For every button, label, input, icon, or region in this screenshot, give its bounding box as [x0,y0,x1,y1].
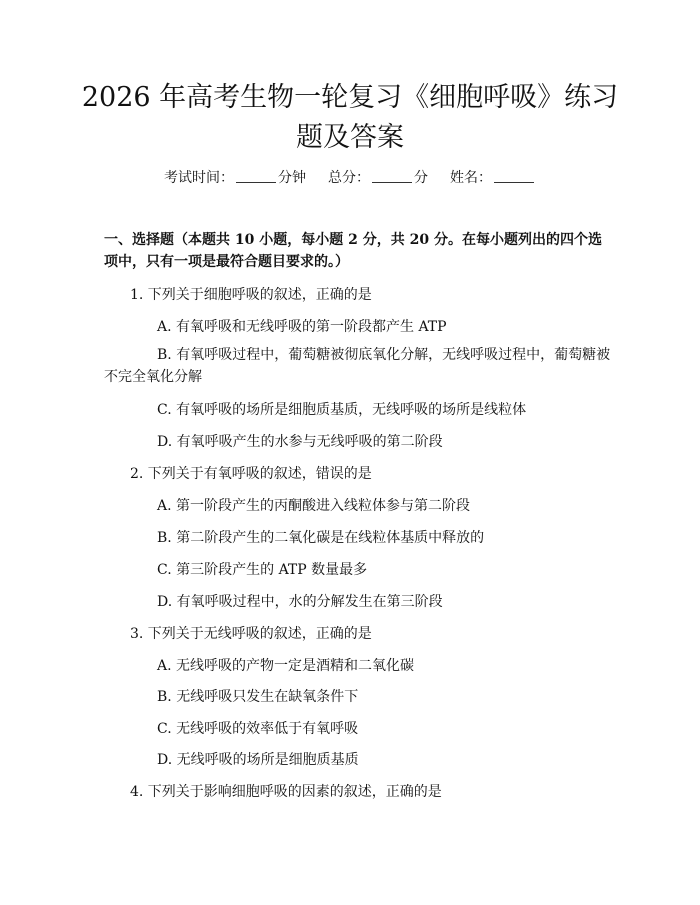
question-1-option-c: C. 有氧呼吸的场所是细胞质基质，无线呼吸的场所是线粒体 [157,402,527,418]
question-3-option-a: A. 无线呼吸的产物一定是酒精和二氧化碳 [157,658,415,674]
question-3-option-b: B. 无线呼吸只发生在缺氧条件下 [157,689,359,705]
question-1-option-d: D. 有氧呼吸产生的水参与无线呼吸的第二阶段 [157,434,443,450]
question-2-option-d: D. 有氧呼吸过程中，水的分解发生在第三阶段 [157,594,443,610]
question-3-option-d: D. 无线呼吸的场所是细胞质基质 [157,752,359,768]
exam-meta [0,167,700,187]
name-label: 姓名： [450,170,492,186]
question-3-stem: 3. 下列关于无线呼吸的叙述，正确的是 [130,626,372,642]
score-label: 总分： [328,170,370,186]
question-1-option-a: A. 有氧呼吸和无线呼吸的第一阶段都产生 ATP [157,319,447,335]
time-unit: 分钟 [278,170,306,186]
question-2-option-a: A. 第一阶段产生的丙酮酸进入线粒体参与第二阶段 [157,498,471,514]
question-1-option-b: B. 有氧呼吸过程中，葡萄糖被彻底氧化分解，无线呼吸过程中，葡萄糖被不完全氧化分解 [104,347,611,385]
question-3-option-c: C. 无线呼吸的效率低于有氧呼吸 [157,721,359,737]
section-heading: 一、选择题（本题共 10 小题，每小题 2 分，共 20 分。在每小题列出的四个选项中，只有一项是最符合题目要求的。） [104,232,602,270]
score-unit: 分 [414,170,428,186]
time-blank [236,170,276,183]
title-line-1: 2026 年高考生物一轮复习《细胞呼吸》练习 [81,82,619,113]
question-2-option-c: C. 第三阶段产生的 ATP 数量最多 [157,562,368,578]
question-2-option-b: B. 第二阶段产生的二氧化碳是在线粒体基质中释放的 [157,530,485,546]
exam-title [60,78,640,158]
question-4-stem: 4. 下列关于影响细胞呼吸的因素的叙述，正确的是 [130,784,442,800]
score-blank [372,170,412,183]
title-line-2: 题及答案 [296,122,404,153]
question-1-stem: 1. 下列关于细胞呼吸的叙述，正确的是 [130,287,372,303]
time-label: 考试时间： [164,170,234,186]
name-blank [494,170,534,183]
question-2-stem: 2. 下列关于有氧呼吸的叙述，错误的是 [130,466,372,482]
